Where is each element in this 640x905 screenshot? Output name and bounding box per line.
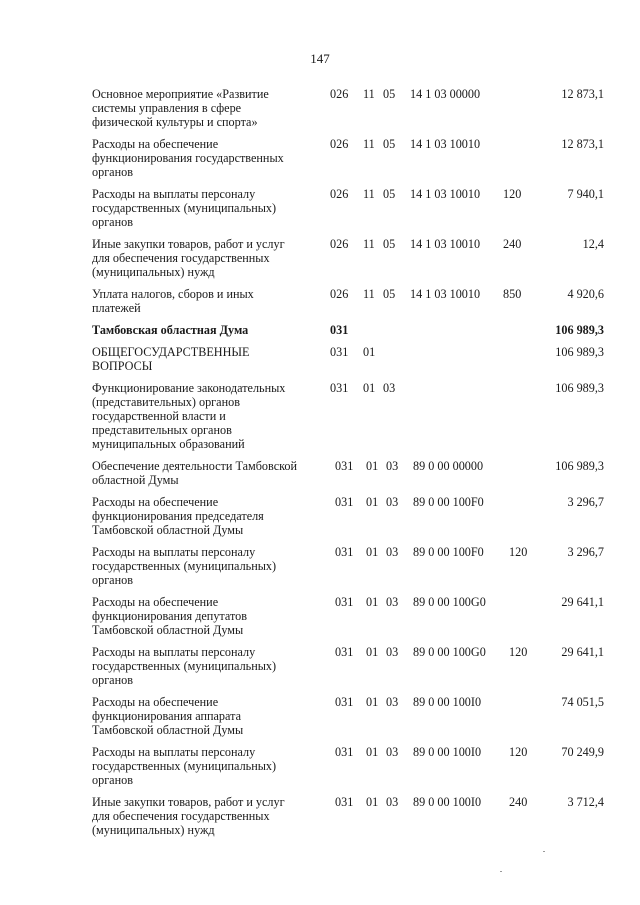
row-name: Уплата налогов, сборов и иных платежей [92,287,254,315]
subsection-code: 03 [386,459,399,473]
subsection-code: 05 [383,237,396,251]
section-code: 11 [363,187,375,201]
section-code: 01 [363,345,376,359]
page-number: 147 [310,51,330,66]
row-name: Расходы на выплаты персоналу государственных (муниципальных) органов [92,545,277,587]
target-item-code: 14 1 03 10010 [410,237,481,251]
table-row [0,795,640,837]
section-code: 01 [366,795,379,809]
section-code: 01 [363,381,376,395]
table-row [0,695,640,737]
section-code: 11 [363,287,375,301]
table-row [0,381,640,451]
target-item-code: 89 0 00 00000 [413,459,484,473]
table-row [0,237,640,279]
subsection-code: 03 [386,695,399,709]
row-name: Расходы на обеспечение функционирования депутатов Тамбовской областной Думы [92,595,248,637]
department-code: 031 [335,495,354,509]
row-name: Тамбовская областная Дума [92,323,249,337]
row-name: Расходы на выплаты персоналу государственных (муниципальных) органов [92,645,277,687]
target-item-code: 89 0 00 100F0 [413,495,484,509]
department-code: 031 [335,459,354,473]
expense-type-code: 120 [503,187,522,201]
department-code: 031 [335,745,354,759]
amount: 106 989,3 [555,459,604,473]
row-name: Иные закупки товаров, работ и услуг для обеспечения государственных (муниципальных) нужд [92,237,285,279]
subsection-code: 03 [386,595,399,609]
amount: 3 296,7 [567,495,604,509]
section-code: 11 [363,237,375,251]
section-code: 01 [366,545,379,559]
scan-speck [500,871,502,872]
amount: 12 873,1 [561,87,604,101]
table-row [0,87,640,129]
department-code: 031 [330,345,349,359]
row-name: Расходы на обеспечение функционирования государственных органов [92,137,284,179]
department-code: 031 [330,381,349,395]
table-row [0,287,640,315]
amount: 7 940,1 [567,187,604,201]
table-row [0,595,640,637]
subsection-code: 05 [383,87,396,101]
row-name: Расходы на выплаты персоналу государственных (муниципальных) органов [92,187,277,229]
subsection-code: 03 [383,381,396,395]
section-code: 11 [363,137,375,151]
row-name: Обеспечение деятельности Тамбовской областной Думы [92,459,298,487]
expense-type-code: 240 [509,795,528,809]
row-name: Основное мероприятие «Развитие системы управления в сфере физической культуры и спорта» [92,87,269,129]
amount: 70 249,9 [561,745,604,759]
row-name: Расходы на обеспечение функционирования председателя Тамбовской областной Думы [92,495,264,537]
amount: 12,4 [582,237,604,251]
table-row [0,137,640,179]
target-item-code: 14 1 03 10010 [410,287,481,301]
target-item-code: 89 0 00 100F0 [413,545,484,559]
amount: 12 873,1 [561,137,604,151]
section-code: 11 [363,87,375,101]
subsection-code: 03 [386,745,399,759]
section-code: 01 [366,645,379,659]
amount: 74 051,5 [561,695,604,709]
amount: 3 296,7 [567,545,604,559]
subsection-code: 03 [386,795,399,809]
row-name: Расходы на обеспечение функционирования аппарата Тамбовской областной Думы [92,695,244,737]
department-code: 031 [335,595,354,609]
department-code: 031 [335,645,354,659]
row-name: Расходы на выплаты персоналу государственных (муниципальных) органов [92,745,277,787]
row-name: Иные закупки товаров, работ и услуг для обеспечения государственных (муниципальных) нужд [92,795,285,837]
subsection-code: 05 [383,137,396,151]
amount: 3 712,4 [567,795,604,809]
table-row [0,323,640,337]
amount: 29 641,1 [561,595,604,609]
row-name: ОБЩЕГОСУДАРСТВЕННЫЕ ВОПРОСЫ [92,345,250,373]
department-code: 031 [335,795,354,809]
department-code: 026 [330,287,349,301]
target-item-code: 89 0 00 100G0 [413,645,486,659]
department-code: 031 [335,545,354,559]
target-item-code: 14 1 03 00000 [410,87,481,101]
table-row [0,545,640,587]
subsection-code: 05 [383,187,396,201]
amount: 106 989,3 [555,381,604,395]
section-code: 01 [366,495,379,509]
budget-table [0,87,640,845]
table-row [0,645,640,687]
section-code: 01 [366,595,379,609]
department-code: 026 [330,237,349,251]
expense-type-code: 120 [509,645,528,659]
target-item-code: 89 0 00 100I0 [413,745,482,759]
section-code: 01 [366,695,379,709]
table-row [0,745,640,787]
section-code: 01 [366,459,379,473]
expense-type-code: 120 [509,545,528,559]
amount: 29 641,1 [561,645,604,659]
target-item-code: 89 0 00 100G0 [413,595,486,609]
scan-speck [543,851,545,852]
department-code: 026 [330,87,349,101]
amount: 4 920,6 [567,287,604,301]
expense-type-code: 850 [503,287,522,301]
subsection-code: 03 [386,495,399,509]
department-code: 026 [330,137,349,151]
subsection-code: 03 [386,545,399,559]
subsection-code: 03 [386,645,399,659]
target-item-code: 14 1 03 10010 [410,187,481,201]
table-row [0,495,640,537]
department-code: 026 [330,187,349,201]
expense-type-code: 120 [509,745,528,759]
target-item-code: 14 1 03 10010 [410,137,481,151]
table-row [0,459,640,487]
section-code: 01 [366,745,379,759]
department-code: 031 [330,323,349,337]
target-item-code: 89 0 00 100I0 [413,795,482,809]
row-name: Функционирование законодательных (представительных) органов государственной власти и представительных органов муниципальных образований [92,381,286,451]
amount: 106 989,3 [555,323,604,337]
table-row [0,345,640,373]
subsection-code: 05 [383,287,396,301]
expense-type-code: 240 [503,237,522,251]
amount: 106 989,3 [555,345,604,359]
department-code: 031 [335,695,354,709]
target-item-code: 89 0 00 100I0 [413,695,482,709]
table-row [0,187,640,229]
